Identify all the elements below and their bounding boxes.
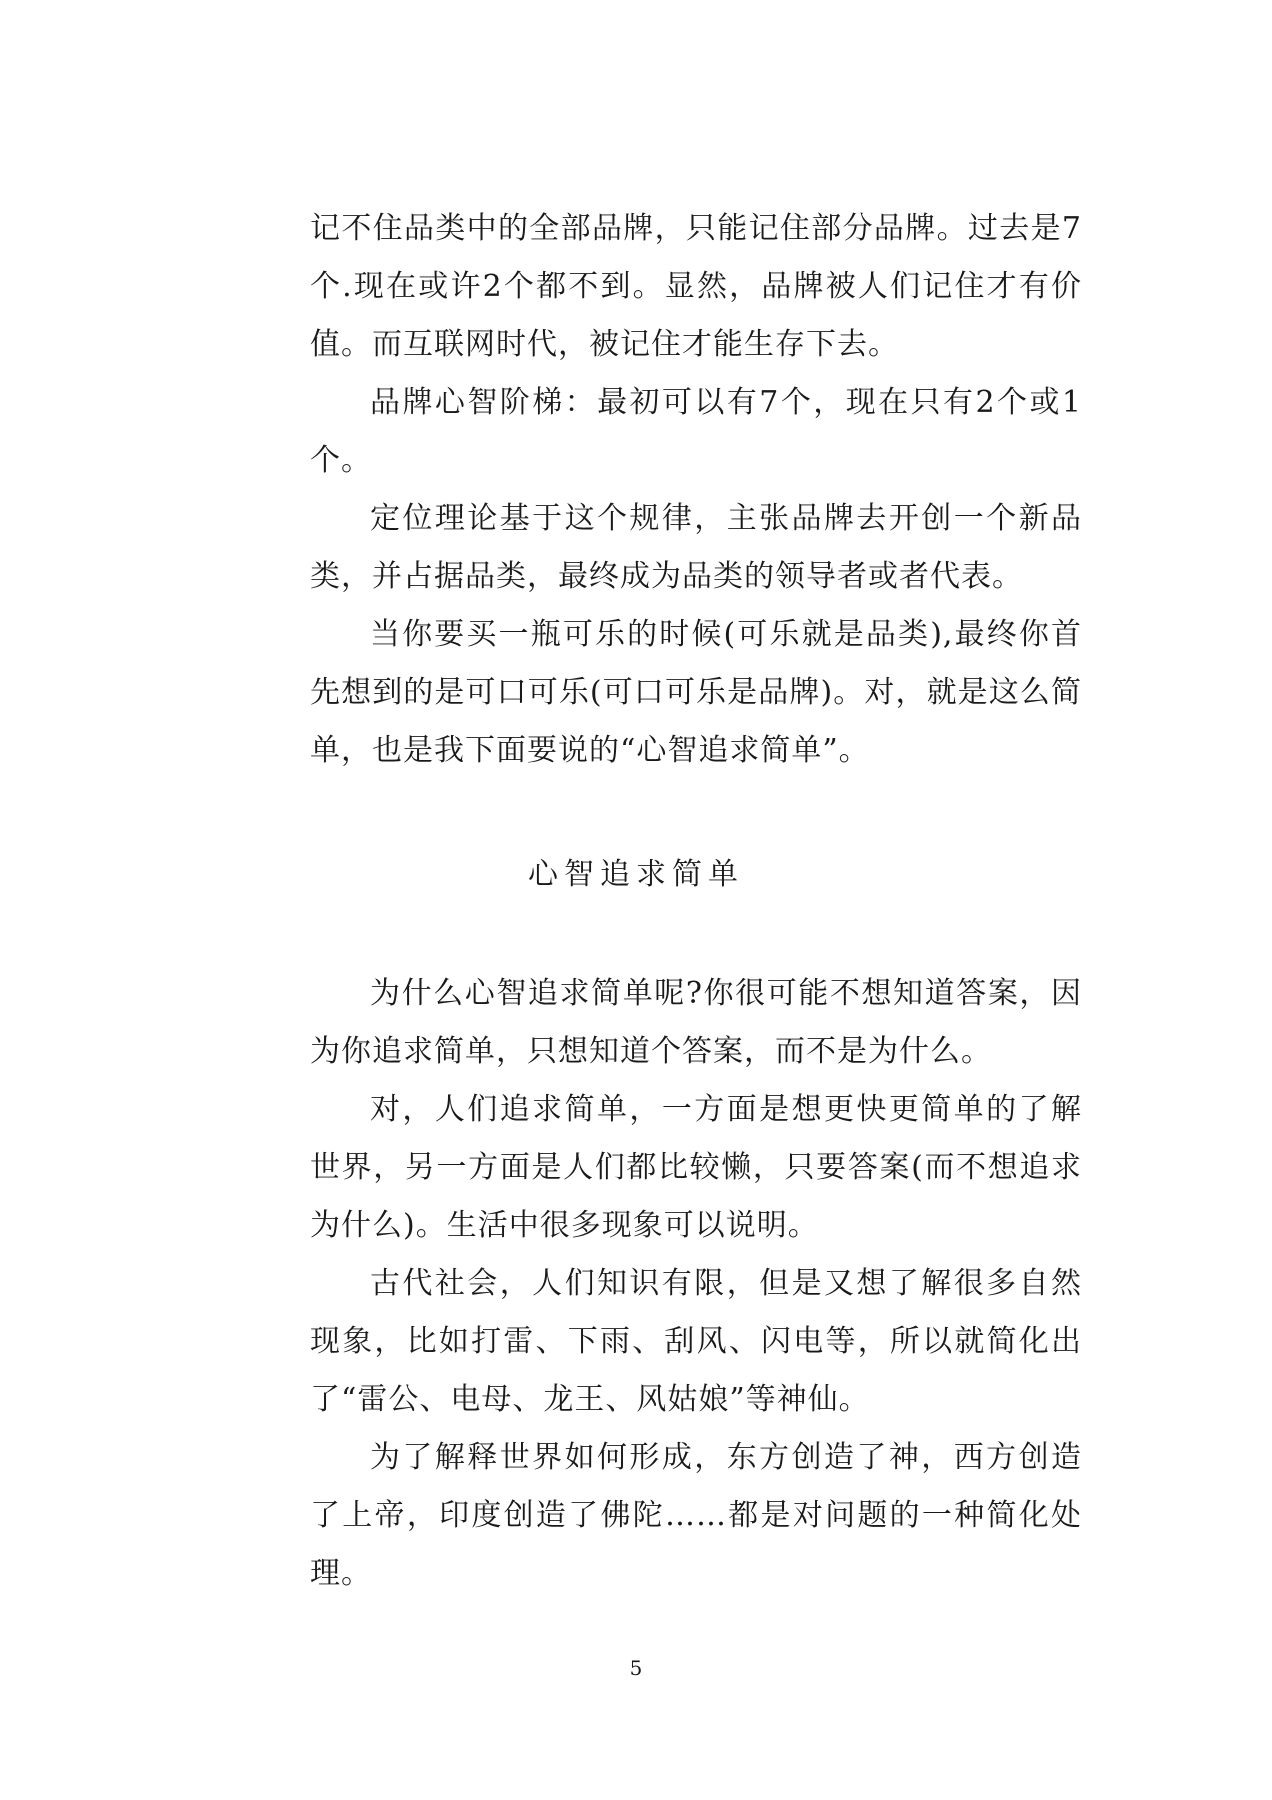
paragraph: 对，人们追求简单，一方面是想更快更简单的了解世界，另一方面是人们都比较懒，只要答案(而不想追求为什么)。生活中很多现象可以说明。 — [310, 1092, 1082, 1243]
paragraph: 品牌心智阶梯：最初可以有7个，现在只有2个或1个。 — [310, 385, 1082, 478]
paragraph: 古代社会，人们知识有限，但是又想了解很多自然现象，比如打雷、下雨、刮风、闪电等，所以就简化出了“雷公、电母、龙王、风姑娘”等神仙。 — [310, 1266, 1082, 1417]
section-heading: 心智追求简单 — [528, 857, 744, 892]
body-text-top — [310, 200, 1082, 780]
paragraph: 记不住品类中的全部品牌，只能记住部分品牌。过去是7个.现在或许2个都不到。显然，品牌被人们记住才有价值。而互联网时代，被记住才能生存下去。 — [310, 211, 1082, 362]
body-text-bottom — [310, 965, 1082, 1603]
paragraph: 为什么心智追求简单呢?你很可能不想知道答案，因为你追求简单，只想知道个答案，而不是为什么。 — [310, 976, 1082, 1069]
paragraph: 为了解释世界如何形成，东方创造了神，西方创造了上帝，印度创造了佛陀……都是对问题的一种简化处理。 — [310, 1440, 1082, 1591]
paragraph: 当你要买一瓶可乐的时候(可乐就是品类),最终你首先想到的是可口可乐(可口可乐是品牌)。对，就是这么简单，也是我下面要说的“心智追求简单”。 — [310, 617, 1082, 768]
page-number: 5 — [629, 1656, 643, 1680]
paragraph: 定位理论基于这个规律，主张品牌去开创一个新品类，并占据品类，最终成为品类的领导者或者代表。 — [310, 501, 1082, 594]
